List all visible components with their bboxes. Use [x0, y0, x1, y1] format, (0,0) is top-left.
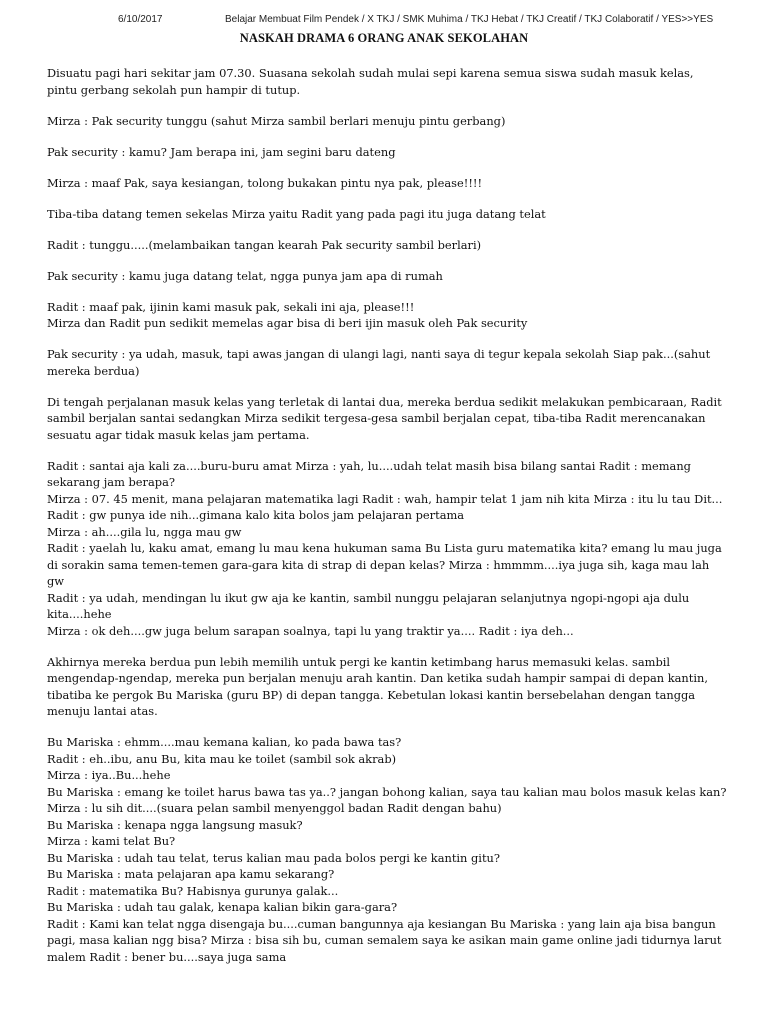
dialogue-line: Mirza : kami telat Bu?: [47, 834, 176, 848]
dialogue-line: Bu Mariska : udah tau telat, terus kalian mau pada bolos pergi ke kantin gitu?: [47, 850, 500, 865]
dialogue-line: Mirza : Pak security tunggu (sahut Mirza sambil berlari menuju pintu gerbang): [47, 113, 506, 128]
dialogue-block-1: [47, 299, 727, 332]
dialogue-block-3: [47, 734, 727, 965]
dialogue-line: Bu Mariska : mata pelajaran apa kamu sekarang?: [47, 867, 335, 881]
dialogue-line: Radit : maaf pak, ijinin kami masuk pak, sekali ini aja, please!!!: [47, 299, 415, 314]
paragraph-opening: Disuatu pagi hari sekitar jam 07.30. Suasana sekolah sudah mulai sepi karena semua siswa sudah masuk kelas, pintu gerbang sekolah pun hampir di tutup.: [47, 66, 694, 97]
dialogue-line: Radit : yaelah lu, kaku amat, emang lu mau kena hukuman sama Bu Lista guru matematika kita? emang lu mau juga di sorakin sama temen-temen gara-gara kita di strap di depan kelas? Mirza : hmmmm....iya juga sih, kaga mau lah gw: [47, 541, 722, 588]
dialogue-line: Radit : gw punya ide nih...gimana kalo kita bolos jam pelajaran pertama: [47, 508, 465, 522]
dialogue-line: Bu Mariska : kenapa ngga langsung masuk?: [47, 817, 303, 832]
dialogue-block-2: [47, 458, 727, 640]
dialogue-line: Pak security : kamu? Jam berapa ini, jam segini baru dateng: [47, 144, 396, 159]
dialogue-line: Mirza : maaf Pak, saya kesiangan, tolong bukakan pintu nya pak, please!!!!: [47, 175, 483, 190]
narration-line: Tiba-tiba datang temen sekelas Mirza yaitu Radit yang pada pagi itu juga datang telat: [47, 206, 546, 221]
dialogue-line: Bu Mariska : ehmm....mau kemana kalian, ko pada bawa tas?: [47, 735, 402, 749]
narration-paragraph: Akhirnya mereka berdua pun lebih memilih untuk pergi ke kantin ketimbang harus memasuki kelas. sambil mengendap-ngendap, mereka pun berjalan menuju arah kantin. Dan ketika sudah hampir sampai di depan kantin, tibatiba ke pergok Bu Mariska (guru BP) di depan tangga. Kebetulan lokasi kantin bersebelahan dengan tangga menuju lantai atas.: [47, 654, 708, 718]
dialogue-line: Radit : eh..ibu, anu Bu, kita mau ke toilet (sambil sok akrab): [47, 751, 397, 766]
dialogue-line: Radit : santai aja kali za....buru-buru amat Mirza : yah, lu....udah telat masih bisa bilang santai Radit : memang sekarang jam berapa?: [47, 458, 691, 489]
header-breadcrumb: Belajar Membuat Film Pendek / X TKJ / SMK Muhima / TKJ Hebat / TKJ Creatif / TKJ Colaboratif / YES>>YES: [225, 14, 714, 25]
dialogue-line: Pak security : ya udah, masuk, tapi awas jangan di ulangi lagi, nanti saya di tegur kepala sekolah Siap pak...(sahut mereka berdua): [47, 347, 711, 378]
document-body: [47, 65, 727, 980]
dialogue-line: Radit : ya udah, mendingan lu ikut gw aja ke kantin, sambil nunggu pelajaran selanjutnya ngopi-ngopi aja dulu kita....hehe: [47, 590, 690, 621]
dialogue-line: Mirza : ok deh....gw juga belum sarapan soalnya, tapi lu yang traktir ya.... Radit : iya deh...: [47, 623, 574, 638]
document-title: NASKAH DRAMA 6 ORANG ANAK SEKOLAHAN: [239, 31, 529, 45]
dialogue-line: Radit : tunggu.....(melambaikan tangan kearah Pak security sambil berlari): [47, 237, 482, 252]
dialogue-line: Bu Mariska : emang ke toilet harus bawa tas ya..? jangan bohong kalian, saya tau kalian mau bolos masuk kelas kan?: [47, 784, 727, 799]
dialogue-line: Mirza : ah....gila lu, ngga mau gw: [47, 524, 242, 539]
dialogue-line: Pak security : kamu juga datang telat, ngga punya jam apa di rumah: [47, 268, 443, 283]
dialogue-line: Mirza : iya..Bu...hehe: [47, 768, 171, 782]
narration-paragraph: Di tengah perjalanan masuk kelas yang terletak di lantai dua, mereka berdua sedikit melakukan pembicaraan, Radit sambil berjalan santai sedangkan Mirza sedikit tergesa-gesa sambil berjalan cepat, tiba-tiba Radit merencanakan sesuatu agar tidak masuk kelas jam pertama.: [47, 394, 722, 442]
dialogue-line: Radit : Kami kan telat ngga disengaja bu....cuman bangunnya aja kesiangan Bu Mariska : yang lain aja bisa bangun pagi, masa kalian ngg bisa? Mirza : bisa sih bu, cuman semalem saya ke asikan main game online jadi tidurnya larut malem Radit : bener bu....saya juga sama: [47, 916, 722, 964]
page-header: [0, 14, 768, 28]
dialogue-line: Radit : matematika Bu? Habisnya gurunya galak...: [47, 883, 339, 898]
narration-line: Mirza dan Radit pun sedikit memelas agar bisa di beri ijin masuk oleh Pak security: [47, 316, 528, 330]
dialogue-line: Mirza : lu sih dit....(suara pelan sambil menyenggol badan Radit dengan bahu): [47, 801, 502, 815]
dialogue-line: Mirza : 07. 45 menit, mana pelajaran matematika lagi Radit : wah, hampir telat 1 jam nih kita Mirza : itu lu tau Dit...: [47, 491, 723, 506]
dialogue-line: Bu Mariska : udah tau galak, kenapa kalian bikin gara-gara?: [47, 900, 398, 914]
header-date: 6/10/2017: [118, 14, 163, 25]
